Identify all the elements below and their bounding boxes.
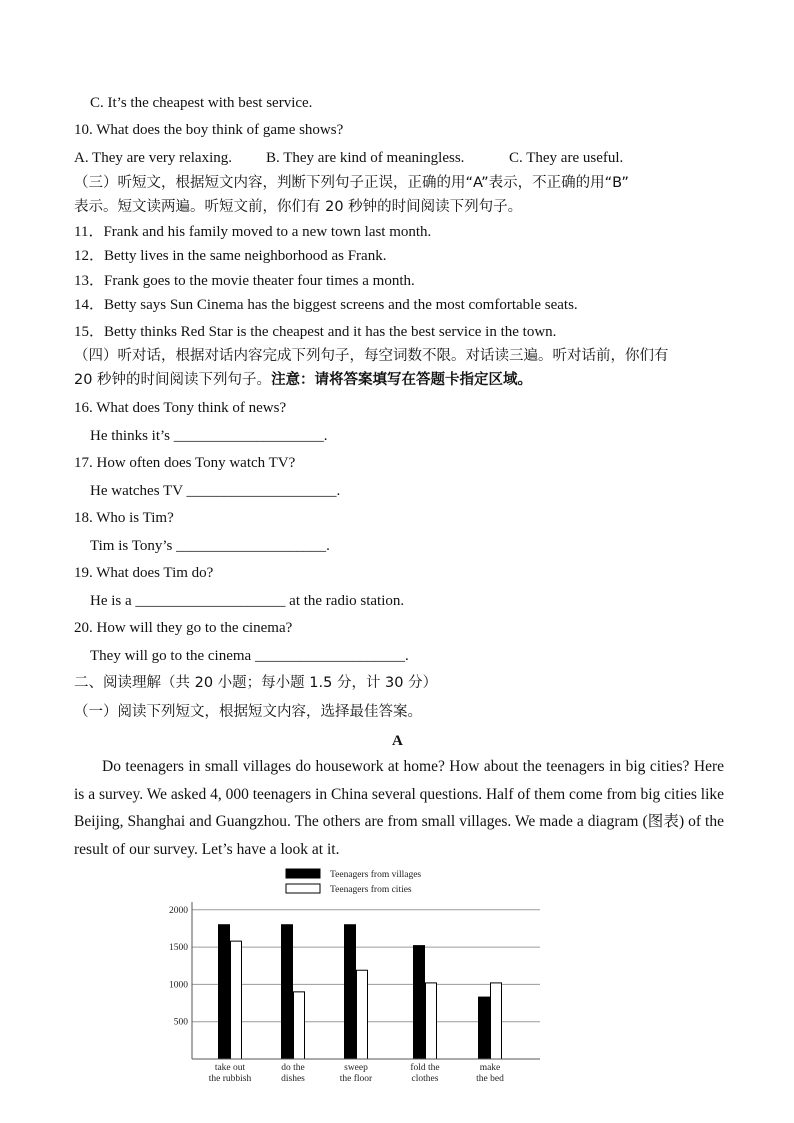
q20-answer-prefix: They will go to the cinema (90, 648, 255, 664)
q19-answer-suffix: at the radio station. (285, 593, 405, 609)
passage-label: A (392, 733, 403, 749)
q10-options (74, 148, 623, 168)
x-tick-label: the bed (476, 1074, 504, 1084)
q17-question: 17. How often does Tony watch TV? (74, 455, 296, 471)
bar-cities-2 (294, 992, 305, 1059)
x-tick-label: sweep (344, 1063, 368, 1073)
reading-section-title: 二、阅读理解（共 20 小题；每小题 1.5 分，计 30 分） (74, 675, 438, 691)
x-tick-label: take out (214, 1063, 246, 1073)
legend-cities-swatch (286, 884, 320, 893)
statement-12: 12．Betty lives in the same neighborhood as Frank. (74, 248, 387, 264)
q18-answer-prefix: Tim is Tony’s (90, 538, 177, 554)
part4-instruction-line1: （四）听对话，根据对话内容完成下列句子，每空词数不限。对话读三遍。听对话前，你们有 (74, 348, 669, 364)
part4-instruction-text: 20 秒钟的时间阅读下列句子。 (74, 372, 272, 388)
part3-instruction-line1: （三）听短文，根据短文内容，判断下列句子正误，正确的用“A”表示，不正确的用“B” (74, 175, 629, 191)
bar-villages-3 (345, 925, 356, 1059)
statement-14: 14．Betty says Sun Cinema has the biggest screens and the most comfortable seats. (74, 297, 578, 313)
q20-answer-suffix: . (404, 648, 409, 664)
x-tick-label: the rubbish (208, 1074, 252, 1084)
passage-text (74, 753, 724, 863)
q16-blank[interactable]: ____________________ (173, 428, 324, 444)
q19-answer-line (90, 591, 404, 611)
reading-part1-instruction: （一）阅读下列短文，根据短文内容，选择最佳答案。 (74, 704, 422, 720)
q19-answer-prefix: He is a (90, 593, 136, 609)
y-tick-label: 1500 (169, 943, 188, 954)
x-tick-label: clothes (411, 1074, 439, 1084)
bar-cities-3 (357, 970, 368, 1059)
q16-question: 16. What does Tony think of news? (74, 400, 287, 416)
bar-cities-1 (231, 941, 242, 1059)
q20-question: 20. How will they go to the cinema? (74, 620, 293, 636)
part4-instruction-bold: 注意：请将答案填写在答题卡指定区域。 (271, 372, 533, 388)
bar-villages-4 (414, 946, 425, 1059)
bar-villages-1 (219, 925, 230, 1059)
passage-body: Do teenagers in small villages do housework at home? How about the teenagers in big cities? Here is a survey. We asked 4, 000 teenagers in China several questions. Half of them come from big cities like Beijing, Shanghai and Guangzhou. The others are from small villages. We made a diagram (图表) of the result of our survey. Let’s have a look at it. (74, 758, 725, 858)
q10-option-c[interactable]: C. They are useful. (509, 150, 624, 166)
q17-answer-line (90, 481, 340, 501)
q17-blank[interactable]: ____________________ (186, 483, 337, 499)
legend-villages-swatch (286, 869, 320, 878)
q16-answer-prefix: He thinks it’s (90, 428, 174, 444)
q17-answer-prefix: He watches TV (90, 483, 187, 499)
legend-villages-label: Teenagers from villages (330, 870, 422, 880)
q10-option-a[interactable]: A. They are very relaxing. (74, 150, 232, 166)
x-tick-label: dishes (281, 1074, 305, 1084)
q18-blank[interactable]: ____________________ (176, 538, 327, 554)
bar-cities-4 (426, 983, 437, 1059)
q10-option-b[interactable]: B. They are kind of meaningless. (266, 150, 465, 166)
survey-bar-chart (0, 860, 794, 1100)
legend-cities-label: Teenagers from cities (330, 885, 412, 895)
q17-answer-suffix: . (336, 483, 341, 499)
q18-answer-suffix: . (326, 538, 330, 554)
x-tick-label: do the (281, 1063, 305, 1073)
part4-instruction-line2 (74, 370, 532, 390)
part3-instruction-line2: 表示。短文读两遍。听短文前，你们有 20 秒钟的时间阅读下列句子。 (74, 199, 523, 215)
q18-question: 18. Who is Tim? (74, 510, 174, 526)
q19-blank[interactable]: ____________________ (135, 593, 286, 609)
q18-answer-line (90, 536, 330, 556)
y-tick-label: 1000 (169, 980, 188, 991)
bar-villages-2 (282, 925, 293, 1059)
q20-answer-line (90, 646, 409, 666)
q19-question: 19. What does Tim do? (74, 565, 214, 581)
statement-15: 15．Betty thinks Red Star is the cheapest and it has the best service in the town. (74, 324, 557, 340)
bar-villages-5 (479, 997, 490, 1059)
x-tick-label: the floor (339, 1074, 373, 1084)
q16-answer-line (90, 426, 328, 446)
statement-13: 13．Frank goes to the movie theater four times a month. (74, 273, 415, 289)
statement-11: 11．Frank and his family moved to a new town last month. (74, 224, 432, 240)
q9-option-c: C. It’s the cheapest with best service. (90, 95, 313, 111)
bar-cities-5 (491, 983, 502, 1059)
q16-answer-suffix: . (323, 428, 328, 444)
q10-question: 10. What does the boy think of game shows? (74, 122, 344, 138)
q20-blank[interactable]: ____________________ (254, 648, 405, 664)
x-tick-label: fold the (410, 1063, 440, 1073)
y-tick-label: 500 (173, 1017, 188, 1028)
y-tick-label: 2000 (169, 905, 188, 916)
x-tick-label: make (479, 1063, 501, 1073)
